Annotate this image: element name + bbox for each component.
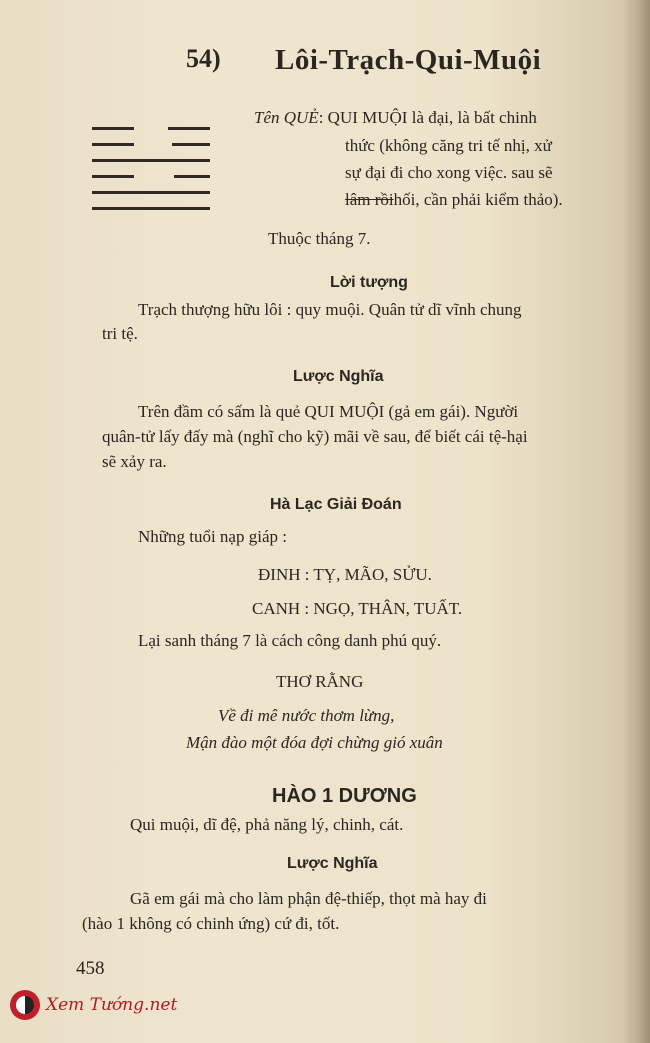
- heading-hao-1: HÀO 1 DƯƠNG: [272, 785, 417, 807]
- ha-lac-line-1: Những tuổi nạp giáp :: [138, 527, 287, 546]
- intro-line-1: Tên QUẺ: QUI MUỘI là đại, là bất chinh: [254, 108, 537, 127]
- heading-loi-tuong: Lời tượng: [330, 274, 408, 291]
- yin-yang-icon: [10, 990, 40, 1020]
- heading-ha-lac: Hà Lạc Giải Đoán: [270, 496, 402, 513]
- loi-tuong-line-2: tri tệ.: [102, 324, 138, 343]
- intro-label: Tên QUẺ: [254, 108, 319, 127]
- site-watermark: [10, 990, 177, 1020]
- ha-lac-line-2: Lại sanh tháng 7 là cách công danh phú quý.: [138, 631, 442, 650]
- hexagram-line-solid: [92, 207, 210, 210]
- intro-line-3: sự đại đi cho xong việc. sau sẽ: [345, 163, 553, 182]
- heading-tho-rang: THƠ RẰNG: [276, 672, 364, 691]
- loi-tuong-line-1: Trạch thượng hữu lôi : quy muội. Quân tử dĩ vĩnh chung: [138, 300, 522, 319]
- page-number: 458: [76, 958, 105, 979]
- luoc-nghia-2-line-2: (hào 1 không có chinh ứng) cứ đi, tốt.: [82, 914, 340, 933]
- chapter-number: 54): [186, 44, 221, 73]
- heading-luoc-nghia-1: Lược Nghĩa: [293, 368, 384, 385]
- nap-giap-canh: CANH : NGỌ, THÂN, TUẤT.: [252, 599, 463, 618]
- hao-1-line: Qui muội, dĩ đệ, phả năng lý, chinh, cát.: [130, 815, 404, 834]
- chapter-title: Lôi-Trạch-Qui-Muội: [275, 44, 542, 76]
- intro-line-4: lâm rồihối, cần phải kiểm thảo).: [345, 190, 563, 209]
- verse-line-1: Về đi mê nước thơm lừng,: [218, 706, 395, 725]
- hexagram-line-broken: [92, 143, 210, 146]
- luoc-nghia-1-line-2: quân-tử lấy đấy mà (nghĩ cho kỹ) mãi về sau, để biết cái tệ-hại: [102, 427, 528, 446]
- heading-luoc-nghia-2: Lược Nghĩa: [287, 855, 378, 872]
- luoc-nghia-1-line-3: sẽ xảy ra.: [102, 452, 167, 471]
- hexagram-figure: [92, 127, 210, 223]
- hexagram-line-broken: [92, 175, 210, 178]
- luoc-nghia-2-line-1: Gã em gái mà cho làm phận đệ-thiếp, thọt mà hay đi: [130, 889, 487, 908]
- intro-line-2: thức (không căng tri tế nhị, xử: [345, 136, 552, 155]
- hexagram-line-solid: [92, 191, 210, 194]
- struck-text: lâm rồi: [345, 190, 394, 209]
- month-note: Thuộc tháng 7.: [268, 229, 371, 248]
- nap-giap-dinh: ĐINH : TỴ, MÃO, SỬU.: [258, 565, 432, 584]
- luoc-nghia-1-line-1: Trên đầm có sấm là quẻ QUI MUỘI (gả em gái). Người: [138, 402, 519, 421]
- watermark-text: Xem Tướng.net: [46, 995, 178, 1015]
- hexagram-line-solid: [92, 159, 210, 162]
- page-spine-shadow: [622, 0, 650, 1043]
- hexagram-line-broken: [92, 127, 210, 130]
- verse-line-2: Mận đào một đóa đợi chừng gió xuân: [186, 733, 443, 752]
